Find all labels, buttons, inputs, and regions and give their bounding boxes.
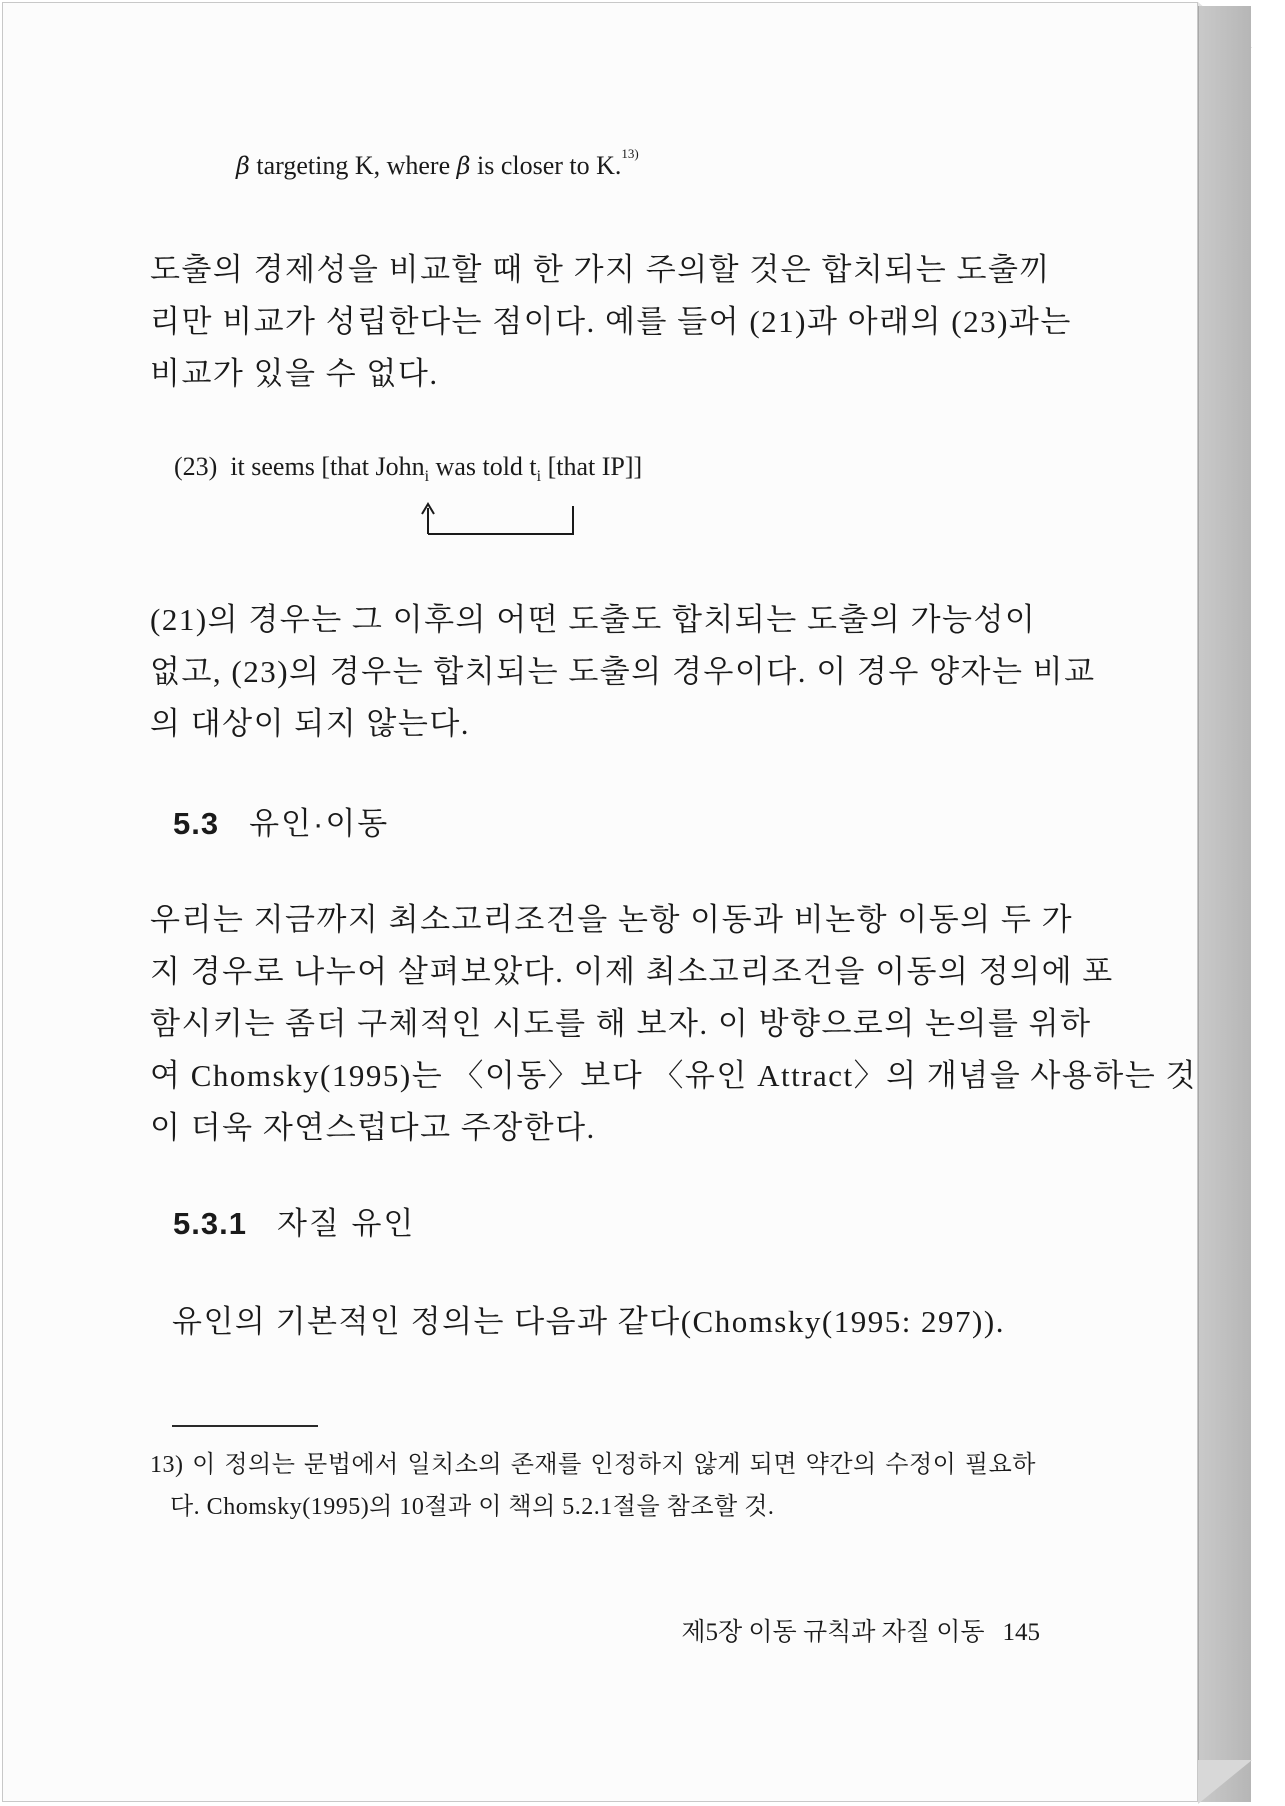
definition-formula	[236, 146, 639, 181]
paragraph-line: 없고, (23)의 경우는 합치되는 도출의 경우이다. 이 경우 양자는 비교	[150, 654, 1096, 689]
section-title: 자질 유인	[276, 1206, 416, 1241]
example-text: was told t	[429, 452, 537, 481]
example-text: it seems [that John	[230, 452, 425, 481]
formula-text-2: is closer to K.	[476, 151, 622, 180]
paragraph-attract-intro	[150, 894, 1197, 1154]
page-folio	[681, 1612, 1040, 1648]
formula-text-1: targeting K, where	[256, 151, 451, 180]
index-subscript: i	[424, 468, 430, 486]
paragraph-line: 지 경우로 나누어 살펴보았다. 이제 최소고리조건을 이동의 정의에 포	[150, 954, 1114, 989]
paragraph-line: 리만 비교가 성립한다는 점이다. 예를 들어 (21)과 아래의 (23)과는	[150, 304, 1072, 339]
index-subscript: i	[536, 468, 542, 486]
paragraph-line: 비교가 있을 수 없다.	[150, 356, 439, 391]
paragraph-line: 우리는 지금까지 최소고리조건을 논항 이동과 비논항 이동의 두 가	[150, 902, 1074, 937]
footnote-line: 13) 이 정의는 문법에서 일치소의 존재를 인정하지 않게 되면 약간의 수정이 필요하	[150, 1452, 1036, 1478]
paragraph-line: (21)의 경우는 그 이후의 어떤 도출도 합치되는 도출의 가능성이	[150, 602, 1037, 637]
section-heading-5-3	[173, 798, 389, 843]
section-heading-5-3-1	[173, 1198, 415, 1243]
example-number: (23)	[174, 452, 218, 481]
footnote-13	[150, 1444, 1036, 1528]
paragraph-convergence	[150, 594, 1096, 750]
paragraph-line: 여 Chomsky(1995)는 〈이동〉보다 〈유인 Attract〉의 개념을 사용하는 것	[150, 1058, 1197, 1093]
footnote-line: 다. Chomsky(1995)의 10절과 이 책의 5.2.1절을 참조할 것.	[170, 1494, 775, 1520]
beta-symbol: β	[236, 152, 250, 180]
beta-symbol: β	[456, 152, 471, 180]
paragraph-line: 함시키는 좀더 구체적인 시도를 해 보자. 이 방향으로의 논의를 위하	[150, 1006, 1092, 1041]
running-head: 제5장 이동 규칙과 자질 이동	[681, 1619, 985, 1646]
paragraph-line: 유인의 기본적인 정의는 다음과 같다(Chomsky(1995: 297)).	[172, 1304, 1005, 1339]
page-number: 145	[1002, 1619, 1040, 1646]
paragraph-line: 이 더욱 자연스럽다고 주장한다.	[150, 1110, 596, 1145]
paragraph-line: 도출의 경제성을 비교할 때 한 가지 주의할 것은 합치되는 도출끼	[150, 252, 1051, 287]
movement-arrow-icon	[410, 500, 610, 544]
section-number: 5.3	[173, 806, 220, 841]
example-23	[174, 452, 642, 486]
book-spine	[1198, 6, 1251, 1802]
footnote-reference: 13)	[621, 146, 639, 161]
example-text: [that IP]]	[541, 452, 643, 481]
paragraph-line: 의 대상이 되지 않는다.	[150, 706, 471, 741]
section-number: 5.3.1	[173, 1206, 247, 1241]
section-title: 유인·이동	[249, 806, 390, 841]
paragraph-attract-definition	[172, 1296, 1055, 1348]
footnote-divider	[172, 1425, 318, 1427]
paragraph-economy-comparison	[150, 244, 1072, 400]
